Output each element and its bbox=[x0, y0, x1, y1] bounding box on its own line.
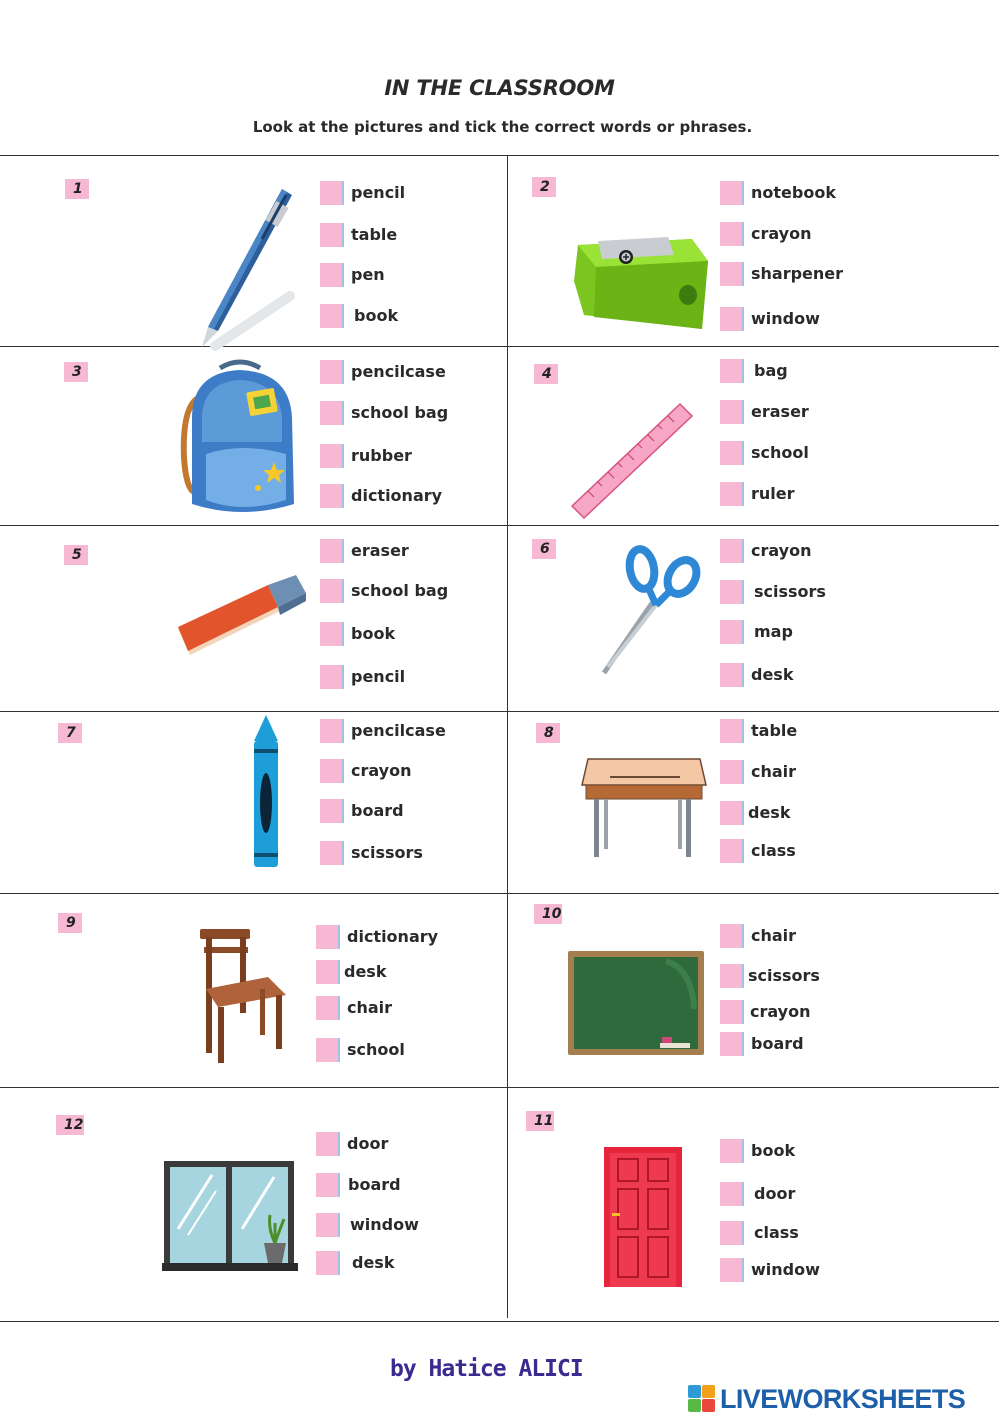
tick-box[interactable] bbox=[720, 400, 744, 424]
ruler-icon bbox=[568, 400, 698, 524]
chair-icon bbox=[196, 925, 292, 1065]
tick-box[interactable] bbox=[720, 964, 744, 988]
option-label: crayon bbox=[750, 1002, 811, 1021]
option-label: sharpener bbox=[751, 264, 844, 283]
option-label: eraser bbox=[751, 402, 809, 421]
option-label: eraser bbox=[351, 541, 409, 560]
question-number: 2 bbox=[532, 177, 556, 197]
tick-box[interactable] bbox=[720, 1221, 744, 1245]
row-divider bbox=[0, 1321, 999, 1322]
question-number: 8 bbox=[536, 723, 560, 743]
door-icon bbox=[602, 1145, 684, 1289]
question-12 bbox=[0, 1087, 507, 1321]
tick-box[interactable] bbox=[316, 1038, 340, 1062]
option-label: notebook bbox=[751, 183, 836, 202]
option-label: pencilcase bbox=[351, 362, 446, 381]
option-label: pencilcase bbox=[351, 721, 446, 740]
option-label: scissors bbox=[754, 582, 826, 601]
tick-box[interactable] bbox=[720, 262, 744, 286]
tick-box[interactable] bbox=[320, 759, 344, 783]
tick-box[interactable] bbox=[320, 484, 344, 508]
option-label: window bbox=[751, 309, 820, 328]
option-label: desk bbox=[751, 665, 794, 684]
question-3 bbox=[0, 346, 507, 525]
tick-box[interactable] bbox=[720, 359, 744, 383]
option-label: rubber bbox=[351, 446, 412, 465]
tick-box[interactable] bbox=[720, 1000, 744, 1024]
brand-logo[interactable] bbox=[688, 1382, 965, 1416]
question-number: 4 bbox=[534, 364, 558, 384]
tick-box[interactable] bbox=[720, 222, 744, 246]
option-label: school bbox=[347, 1040, 405, 1059]
option-label: school bbox=[751, 443, 809, 462]
tick-box[interactable] bbox=[320, 622, 344, 646]
pen-icon bbox=[190, 181, 310, 351]
question-8 bbox=[508, 711, 999, 893]
window-icon bbox=[162, 1159, 300, 1273]
tick-box[interactable] bbox=[720, 760, 744, 784]
tick-box[interactable] bbox=[320, 304, 344, 328]
tick-box[interactable] bbox=[320, 360, 344, 384]
tick-box[interactable] bbox=[320, 841, 344, 865]
question-9 bbox=[0, 893, 507, 1087]
option-label: school bag bbox=[351, 581, 449, 600]
brand-square bbox=[688, 1399, 701, 1412]
question-4 bbox=[508, 346, 999, 525]
option-label: crayon bbox=[751, 541, 812, 560]
tick-box[interactable] bbox=[720, 620, 744, 644]
option-label: dictionary bbox=[347, 927, 439, 946]
tick-box[interactable] bbox=[320, 181, 344, 205]
option-label: window bbox=[350, 1215, 419, 1234]
tick-box[interactable] bbox=[316, 1173, 340, 1197]
brand-name: LIVEWORKSHEETS bbox=[720, 1383, 966, 1414]
question-10 bbox=[508, 893, 999, 1087]
option-label: table bbox=[351, 225, 398, 244]
option-label: scissors bbox=[351, 843, 423, 862]
question-number: 5 bbox=[64, 545, 88, 565]
question-5 bbox=[0, 525, 507, 711]
option-label: ruler bbox=[751, 484, 795, 503]
question-number: 6 bbox=[532, 539, 556, 559]
question-number: 7 bbox=[58, 723, 82, 743]
option-label: dictionary bbox=[351, 486, 443, 505]
brand-square bbox=[702, 1385, 715, 1398]
tick-box[interactable] bbox=[720, 1139, 744, 1163]
question-number: 3 bbox=[64, 362, 88, 382]
tick-box[interactable] bbox=[320, 444, 344, 468]
option-label: board bbox=[351, 801, 404, 820]
question-11 bbox=[508, 1087, 999, 1321]
option-label: scissors bbox=[748, 966, 820, 985]
board-icon bbox=[566, 949, 706, 1057]
tick-box[interactable] bbox=[720, 181, 744, 205]
tick-box[interactable] bbox=[320, 719, 344, 743]
tick-box[interactable] bbox=[720, 801, 744, 825]
tick-box[interactable] bbox=[720, 839, 744, 863]
scissors-icon bbox=[598, 545, 708, 677]
option-label: chair bbox=[751, 762, 797, 781]
author-credit: by Hatice ALICI bbox=[390, 1356, 583, 1382]
tick-box[interactable] bbox=[320, 263, 344, 287]
tick-box[interactable] bbox=[316, 1132, 340, 1156]
option-label: table bbox=[751, 721, 798, 740]
brand-square bbox=[702, 1399, 715, 1412]
tick-box[interactable] bbox=[720, 482, 744, 506]
question-number: 10 bbox=[534, 904, 562, 924]
option-label: pen bbox=[351, 265, 385, 284]
page-title: IN THE CLASSROOM bbox=[384, 76, 615, 100]
school-bag-icon bbox=[178, 358, 306, 520]
brand-mark-icon bbox=[688, 1385, 716, 1413]
tick-box[interactable] bbox=[316, 1213, 340, 1237]
option-label: pencil bbox=[351, 667, 406, 686]
tick-box[interactable] bbox=[320, 539, 344, 563]
tick-box[interactable] bbox=[720, 307, 744, 331]
option-label: desk bbox=[352, 1253, 395, 1272]
option-label: map bbox=[754, 622, 793, 641]
question-1 bbox=[0, 155, 507, 346]
option-label: crayon bbox=[351, 761, 412, 780]
option-label: chair bbox=[347, 998, 393, 1017]
tick-box[interactable] bbox=[316, 996, 340, 1020]
tick-box[interactable] bbox=[720, 719, 744, 743]
option-label: desk bbox=[344, 962, 387, 981]
tick-box[interactable] bbox=[320, 665, 344, 689]
option-label: door bbox=[754, 1184, 796, 1203]
option-label: desk bbox=[748, 803, 791, 822]
tick-box[interactable] bbox=[320, 799, 344, 823]
option-label: book bbox=[751, 1141, 796, 1160]
option-label: school bag bbox=[351, 403, 449, 422]
tick-box[interactable] bbox=[320, 579, 344, 603]
question-number: 12 bbox=[56, 1115, 84, 1135]
question-number: 9 bbox=[58, 913, 82, 933]
option-label: board bbox=[751, 1034, 804, 1053]
question-number: 1 bbox=[65, 179, 89, 199]
sharpener-icon bbox=[572, 219, 712, 337]
option-label: crayon bbox=[751, 224, 812, 243]
brand-square bbox=[688, 1385, 701, 1398]
option-label: class bbox=[754, 1223, 799, 1242]
tick-box[interactable] bbox=[720, 441, 744, 465]
tick-box[interactable] bbox=[720, 580, 744, 604]
tick-box[interactable] bbox=[720, 1258, 744, 1282]
tick-box[interactable] bbox=[320, 401, 344, 425]
option-label: bag bbox=[754, 361, 788, 380]
option-label: book bbox=[354, 306, 399, 325]
tick-box[interactable] bbox=[720, 1182, 744, 1206]
option-label: chair bbox=[751, 926, 797, 945]
tick-box[interactable] bbox=[316, 960, 340, 984]
tick-box[interactable] bbox=[320, 223, 344, 247]
option-label: class bbox=[751, 841, 796, 860]
question-2 bbox=[508, 155, 999, 346]
question-number: 11 bbox=[526, 1111, 554, 1131]
tick-box[interactable] bbox=[720, 663, 744, 687]
instructions: Look at the pictures and tick the correct words or phrases. bbox=[252, 118, 753, 136]
tick-box[interactable] bbox=[720, 924, 744, 948]
option-label: window bbox=[751, 1260, 820, 1279]
option-label: book bbox=[351, 624, 396, 643]
desk-icon bbox=[580, 755, 708, 863]
crayon-icon bbox=[248, 713, 284, 871]
option-label: pencil bbox=[351, 183, 406, 202]
option-label: board bbox=[348, 1175, 401, 1194]
option-label: door bbox=[347, 1134, 389, 1153]
tick-box[interactable] bbox=[720, 539, 744, 563]
question-7 bbox=[0, 711, 507, 893]
question-6 bbox=[508, 525, 999, 711]
tick-box[interactable] bbox=[720, 1032, 744, 1056]
tick-box[interactable] bbox=[316, 1251, 340, 1275]
tick-box[interactable] bbox=[316, 925, 340, 949]
eraser-icon bbox=[172, 571, 312, 663]
